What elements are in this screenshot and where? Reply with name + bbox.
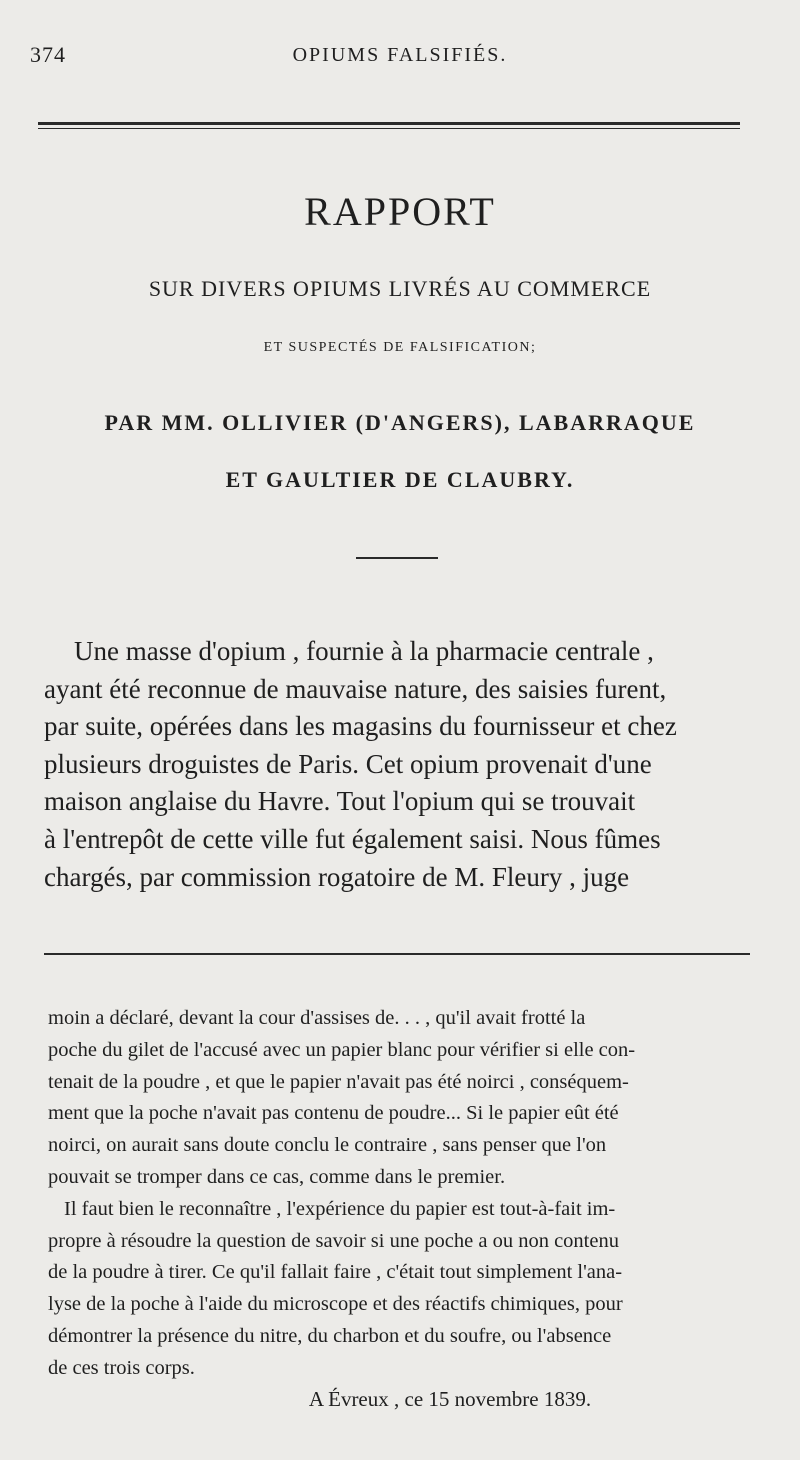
section-divider	[356, 557, 438, 559]
footnote-line: ment que la poche n'avait pas contenu de poudre... Si le papier eût été	[48, 1102, 619, 1125]
footnote-signature: A Évreux , ce 15 novembre 1839.	[308, 1387, 592, 1411]
body-line: ayant été reconnue de mauvaise nature, des saisies furent,	[44, 673, 667, 704]
header-rule	[38, 122, 740, 125]
footnote-line: tenait de la poudre , et que le papier n'avait pas été noirci , conséquem-	[48, 1070, 629, 1093]
body-line: maison anglaise du Havre. Tout l'opium qui se trouvait	[44, 786, 636, 817]
footnote-line: Il faut bien le reconnaître , l'expérience du papier est tout-à-fait im-	[64, 1197, 616, 1220]
article-title: RAPPORT	[304, 189, 496, 234]
footnote-line: poche du gilet de l'accusé avec un papier blanc pour vérifier si elle con-	[48, 1038, 636, 1061]
footnote-rule	[44, 953, 750, 955]
footnote-line: moin a déclaré, devant la cour d'assises de. . . , qu'il avait frotté la	[48, 1007, 586, 1029]
page-number: 374	[30, 42, 66, 67]
body-line: chargés, par commission rogatoire de M. Fleury , juge	[44, 861, 630, 892]
article-subtitle-2: ET SUSPECTÉS DE FALSIFICATION;	[263, 340, 537, 355]
body-line: plusieurs droguistes de Paris. Cet opium provenait d'une	[44, 748, 652, 779]
running-title: OPIUMS FALSIFIÉS.	[292, 44, 508, 66]
footnote-line: propre à résoudre la question de savoir si une poche a ou non contenu	[48, 1229, 619, 1252]
footnote-line: pouvait se tromper dans ce cas, comme dans le premier.	[48, 1165, 506, 1188]
footnote-line: de la poudre à tirer. Ce qu'il fallait faire , c'était tout simplement l'ana-	[48, 1261, 623, 1284]
body-line: par suite, opérées dans les magasins du fournisseur et chez	[44, 711, 677, 742]
header-rule-thin	[38, 128, 740, 129]
running-head	[0, 36, 800, 76]
footnote-line: démontrer la présence du nitre, du charbon et du soufre, ou l'absence	[48, 1324, 612, 1347]
body-line: Une masse d'opium , fournie à la pharmacie centrale ,	[74, 636, 654, 666]
authors-line-2: ET GAULTIER DE CLAUBRY.	[225, 467, 575, 492]
footnote-block	[48, 1003, 760, 1385]
authors-line-1: PAR MM. OLLIVIER (D'ANGERS), LABARRAQUE	[104, 410, 696, 435]
footnote-line: lyse de la poche à l'aide du microscope et des réactifs chimiques, pour	[48, 1293, 623, 1316]
body-paragraph	[44, 633, 760, 896]
footnote-line: noirci, on aurait sans doute conclu le contraire , sans penser que l'on	[48, 1134, 607, 1157]
article-subtitle-1: SUR DIVERS OPIUMS LIVRÉS AU COMMERCE	[148, 276, 652, 301]
footnote-line: de ces trois corps.	[48, 1356, 195, 1379]
body-line: à l'entrepôt de cette ville fut également saisi. Nous fûmes	[44, 823, 661, 854]
